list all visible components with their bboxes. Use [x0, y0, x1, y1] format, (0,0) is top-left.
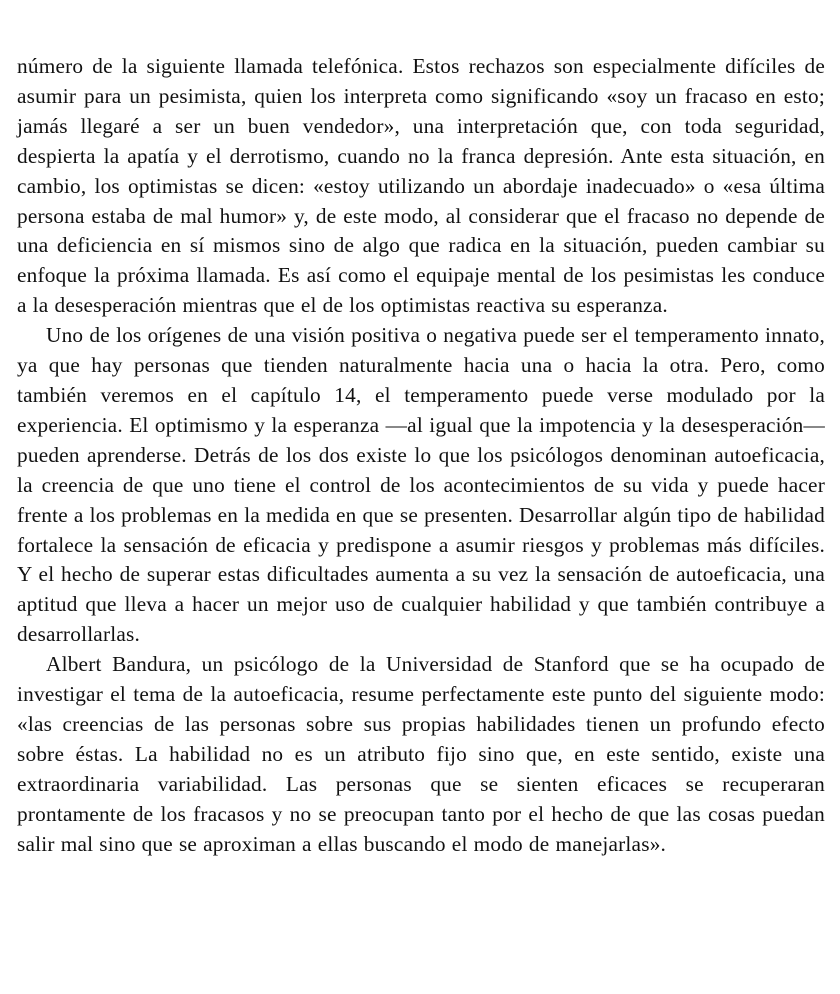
paragraph-bandura: Albert Bandura, un psicólogo de la Universidad de Stanford que se ha ocupado de investigar el tema de la autoeficacia, resume perfectamente este punto del siguiente modo: «las creencias de las personas sobre sus propias habilidades tienen un profundo efecto sobre éstas. La habilidad no es un atributo fijo sino que, en este sentido, existe una extraordinaria variabilidad. Las personas que se sienten eficaces se recuperaran prontamente de los fracasos y no se preocupan tanto por el hecho de que las cosas puedan salir mal sino que se aproximan a ellas buscando el modo de manejarlas». [17, 652, 825, 856]
paragraph-temperament: Uno de los orígenes de una visión positiva o negativa puede ser el temperamento innato, ya que hay personas que tienden naturalmente hacia una o hacia la otra. Pero, como también veremos en el capítulo 14, el temperamento puede verse modulado por la experiencia. El optimismo y la esperanza —al igual que la impotencia y la desesperación— pueden aprenderse. Detrás de los dos existe lo que los psicólogos denominan autoeficacia, la creencia de que uno tiene el control de los acontecimientos de su vida y puede hacer frente a los problemas en la medida en que se presenten. Desarrollar algún tipo de habilidad fortalece la sensación de eficacia y predispone a asumir riesgos y problemas más difíciles. Y el hecho de superar estas dificultades aumenta a su vez la sensación de autoeficacia, una aptitud que lleva a hacer un mejor uso de cualquier habilidad y que también contribuye a desarrollarlas. [17, 323, 825, 647]
document-page [17, 52, 825, 859]
paragraph-continuation: número de la siguiente llamada telefónica. Estos rechazos son especialmente difíciles de asumir para un pesimista, quien los interpreta como significando «soy un fracaso en esto; jamás llegaré a ser un buen vendedor», una interpretación que, con toda seguridad, despierta la apatía y el derrotismo, cuando no la franca depresión. Ante esta situación, en cambio, los optimistas se dicen: «estoy utilizando un abordaje inadecuado» o «esa última persona estaba de mal humor» y, de este modo, al considerar que el fracaso no depende de una deficiencia en sí mismos sino de algo que radica en la situación, pueden cambiar su enfoque la próxima llamada. Es así como el equipaje mental de los pesimistas les conduce a la desesperación mientras que el de los optimistas reactiva su esperanza. [17, 54, 825, 318]
